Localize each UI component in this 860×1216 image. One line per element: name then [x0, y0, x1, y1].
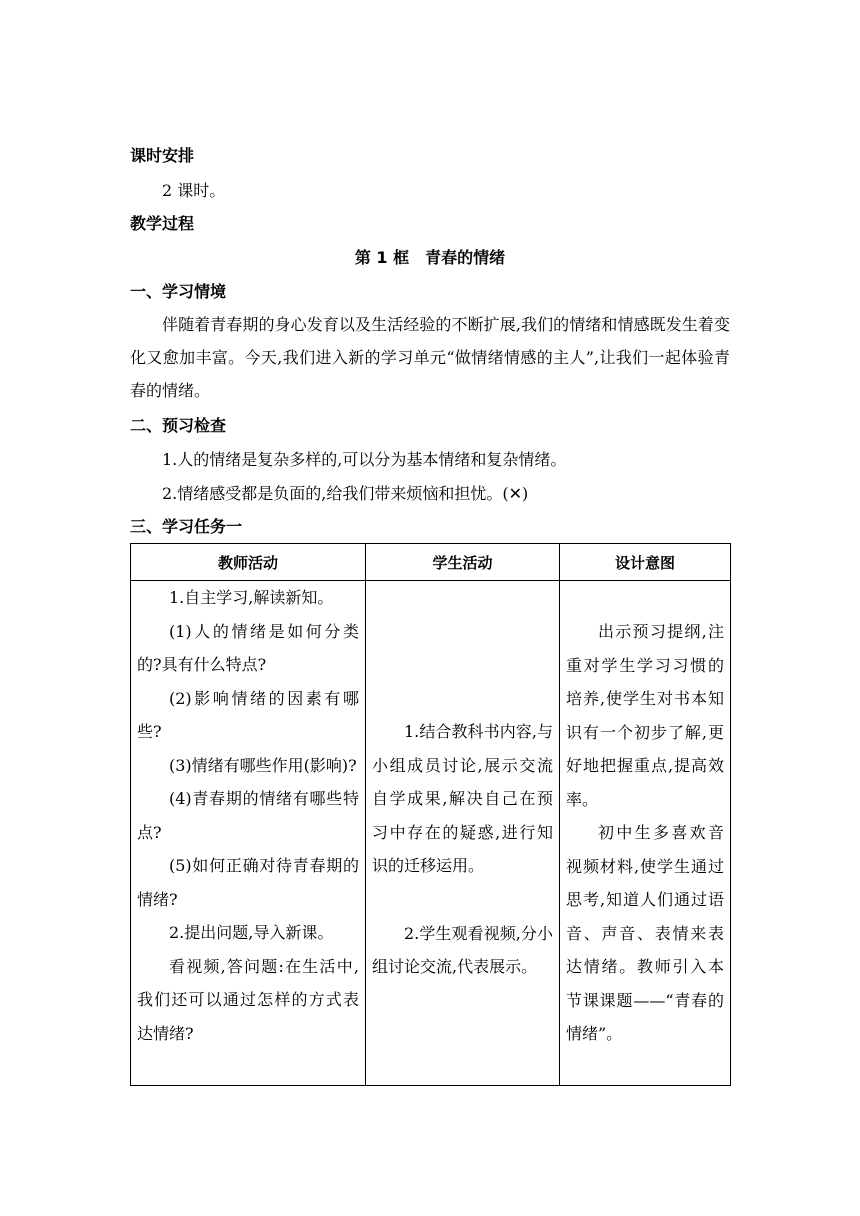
design-cell [560, 581, 731, 1086]
header-teacher: 教师活动 [131, 544, 366, 581]
design-item: 出示预习提纲,注重对学生学习习惯的培养,使学生对书本知识有一个初步了解,更好地把握重点,提高效率。 [566, 622, 724, 809]
teacher-item: (4)青春期的情绪有哪些特点? [137, 789, 359, 842]
student-item: 1.结合教科书内容,与小组成员讨论,展示交流自学成果,解决自己在预习中存在的疑惑,进行知识的迁移运用。 [372, 722, 553, 875]
design-item: 初中生多喜欢音视频材料,使学生通过思考,知道人们通过语音、声音、表情来表达情绪。教师引入本节课课题——“青春的情绪”。 [566, 823, 724, 1043]
lesson-title: 第 1 框 青春的情绪 [354, 248, 506, 267]
teacher-item: (5)如何正确对待青春期的情绪? [137, 856, 359, 909]
teacher-item: 2.提出问题,导入新课。 [169, 923, 334, 942]
schedule-heading: 课时安排 [130, 146, 195, 165]
process-heading: 教学过程 [130, 214, 195, 233]
student-item: 2.学生观看视频,分小组讨论交流,代表展示。 [372, 923, 553, 976]
teacher-cell [131, 581, 366, 1086]
teacher-item: 1.自主学习,解读新知。 [169, 588, 334, 607]
part1-heading: 一、学习情境 [130, 282, 227, 301]
task-table [130, 543, 731, 1086]
part2-item-1: 1.人的情绪是复杂多样的,可以分为基本情绪和复杂情绪。 [162, 450, 567, 469]
table-row [131, 581, 731, 1086]
header-design: 设计意图 [560, 544, 731, 581]
teacher-item: (3)情绪有哪些作用(影响)? [169, 755, 357, 775]
table-header-row [131, 544, 731, 581]
part2-heading: 二、预习检查 [130, 416, 227, 435]
student-cell [366, 581, 560, 1086]
part1-paragraph: 伴随着青春期的身心发育以及生活经验的不断扩展,我们的情绪和情感既发生着变化又愈加丰富。今天,我们进入新的学习单元“做情绪情感的主人”,让我们一起体验青春的情绪。 [130, 315, 730, 400]
part3-heading: 三、学习任务一 [130, 517, 243, 536]
teacher-item: 看视频,答问题:在生活中,我们还可以通过怎样的方式表达情绪? [137, 956, 359, 1043]
teacher-item: (1)人的情绪是如何分类的?具有什么特点? [137, 621, 359, 674]
schedule-text: 2 课时。 [162, 181, 226, 200]
teacher-item: (2)影响情绪的因素有哪些? [137, 688, 359, 741]
part2-item-2: 2.情绪感受都是负面的,给我们带来烦恼和担忧。(✕) [162, 484, 529, 503]
header-student: 学生活动 [366, 544, 560, 581]
